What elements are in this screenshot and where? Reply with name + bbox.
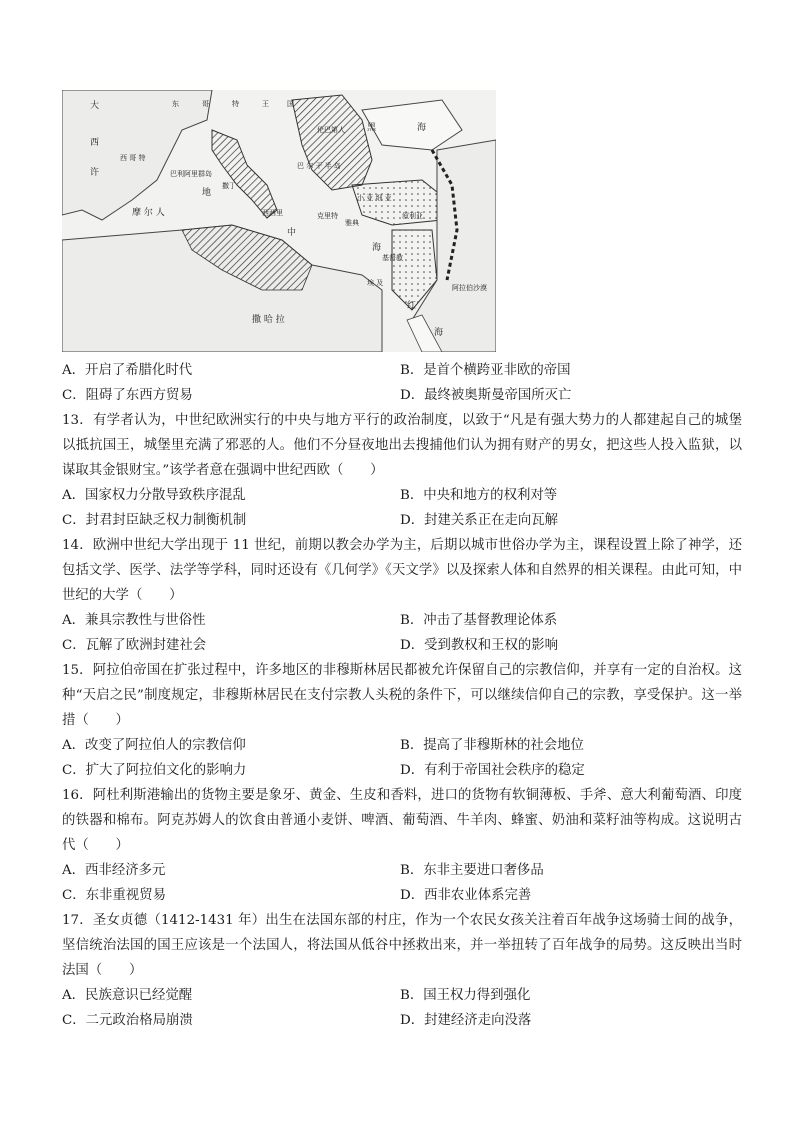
option-d[interactable]: D．最终被奥斯曼帝国所灭亡: [400, 388, 572, 403]
option-a[interactable]: A．改变了阿拉伯人的宗教信仰: [62, 738, 246, 753]
option-d[interactable]: D．封建经济走向没落: [400, 1013, 532, 1028]
map-label: 伦巴第人: [317, 126, 345, 134]
map-label: 国: [287, 100, 294, 108]
map-label: 地: [202, 188, 212, 198]
option-d[interactable]: D．封建关系正在走向瓦解: [400, 513, 559, 528]
option-d[interactable]: D．有利于帝国社会秩序的稳定: [400, 763, 585, 778]
question-17: [62, 908, 742, 1033]
option-b[interactable]: B．东非主要进口奢侈品: [400, 863, 544, 878]
map-label: 哥: [202, 100, 209, 108]
map-label: 基督教: [382, 254, 403, 262]
options: [62, 983, 742, 1033]
option-b[interactable]: B．冲击了基督教理论体系: [400, 613, 558, 628]
option-c[interactable]: C．阻碍了东西方贸易: [62, 388, 193, 403]
option-a[interactable]: A．兼具宗教性与世俗性: [62, 613, 206, 628]
map-label: 巴利阿里群岛: [170, 170, 212, 178]
question-text: 17．圣女贞德（1412-1431 年）出生在法国东部的村庄，作为一个农民女孩关注着百年战争这场骑士间的战争，坚信统治法国的国王应该是一个法国人，将法国从低谷中拯救出来，并一举扭转了百年战争的局势。这反映出当时法国（ ）: [62, 913, 742, 978]
map-label: 红: [407, 301, 417, 311]
map-label: 海: [372, 243, 382, 253]
map-label: 大: [90, 101, 100, 111]
question-list: [62, 358, 742, 1033]
question-15: [62, 658, 742, 783]
options: [62, 858, 742, 908]
options: [62, 608, 742, 658]
map-label: 撒丁: [222, 182, 236, 190]
question-text: 16．阿杜利斯港输出的货物主要是象牙、黄金、生皮和香料，进口的货物有软铜薄板、手斧、意大利葡萄酒、印度的铁器和棉布。阿克苏姆人的饮食由普通小麦饼、啤酒、葡萄酒、牛羊肉、蜂蜜、奶油和菜籽油等构成。这说明古代（ ）: [62, 788, 742, 853]
question-16: [62, 783, 742, 908]
option-d[interactable]: D．受到教权和王权的影响: [400, 638, 559, 653]
option-a[interactable]: A．国家权力分散导致秩序混乱: [62, 488, 246, 503]
map-label: 巴 尔 干 半 岛: [297, 162, 341, 170]
question-text: 14．欧洲中世纪大学出现于 11 世纪，前期以教会办学为主，后期以城市世俗办学为主，课程设置上除了神学，还包括文学、医学、法学等学科，同时还设有《几何学》《天文学》以及探索人体和自然界的相关课程。由此可知，中世纪的大学（ ）: [62, 538, 742, 603]
option-b[interactable]: B．是首个横跨亚非欧的帝国: [400, 363, 571, 378]
option-c[interactable]: C．封君封臣缺乏权力制衡机制: [62, 513, 247, 528]
map-label: 西 哥 特: [120, 154, 146, 162]
option-b[interactable]: B．提高了非穆斯林的社会地位: [400, 738, 584, 753]
map-label: 东: [172, 100, 179, 108]
map-label: 摩 尔 人: [132, 208, 165, 218]
option-a[interactable]: A．开启了希腊化时代: [62, 363, 193, 378]
map-label: 西西里: [262, 209, 283, 217]
map-label: 小 亚 细 亚: [357, 194, 392, 202]
options: [62, 358, 742, 408]
historical-map-image: [62, 90, 496, 352]
option-a[interactable]: A．民族意识已经觉醒: [62, 988, 193, 1003]
map-label: 王: [262, 100, 269, 108]
map-label: 海: [417, 123, 427, 133]
option-c[interactable]: C．扩大了阿拉伯文化的影响力: [62, 763, 247, 778]
question-12: [62, 358, 742, 408]
options: [62, 733, 742, 783]
map-label: 叙利亚: [402, 212, 423, 220]
option-b[interactable]: B．国王权力得到强化: [400, 988, 531, 1003]
option-c[interactable]: C．瓦解了欧洲封建社会: [62, 638, 207, 653]
question-text: 15．阿拉伯帝国在扩张过程中，许多地区的非穆斯林居民都被允许保留自己的宗教信仰，并享有一定的自治权。这种“天启之民”制度规定，非穆斯林居民在支付宗教人头税的条件下，可以继续信仰自己的宗教，享受保护。这一举措（ ）: [62, 663, 742, 728]
map-label: 埃 及: [367, 279, 384, 287]
map-label: 撒 哈 拉: [252, 315, 285, 325]
map-label: 黑: [367, 123, 377, 133]
option-b[interactable]: B．中央和地方的权利对等: [400, 488, 558, 503]
map-label: 阿拉伯沙漠: [452, 284, 487, 292]
map-label: 特: [232, 100, 239, 108]
map-label: 克里特: [317, 212, 338, 220]
option-a[interactable]: A．西非经济多元: [62, 863, 166, 878]
question-text: 13．有学者认为，中世纪欧洲实行的中央与地方平行的政治制度，以致于“凡是有强大势力的人都建起自己的城堡以抵抗国王，城堡里充满了邪恶的人。他们不分昼夜地出去搜捕他们认为拥有财产的男女，把这些人投入监狱，以谋取其金银财宝。”该学者意在强调中世纪西欧（ ）: [62, 413, 742, 478]
map-label: 海: [434, 328, 444, 338]
map-label: 西: [90, 138, 100, 148]
option-c[interactable]: C．二元政治格局崩溃: [62, 1013, 193, 1028]
question-13: [62, 408, 742, 533]
map-label: 雅典: [345, 219, 359, 227]
option-d[interactable]: D．西非农业体系完善: [400, 888, 532, 903]
options: [62, 483, 742, 533]
question-14: [62, 533, 742, 658]
option-c[interactable]: C．东非重视贸易: [62, 888, 166, 903]
map-label: 中: [287, 228, 297, 238]
map-label: 许: [90, 168, 100, 178]
